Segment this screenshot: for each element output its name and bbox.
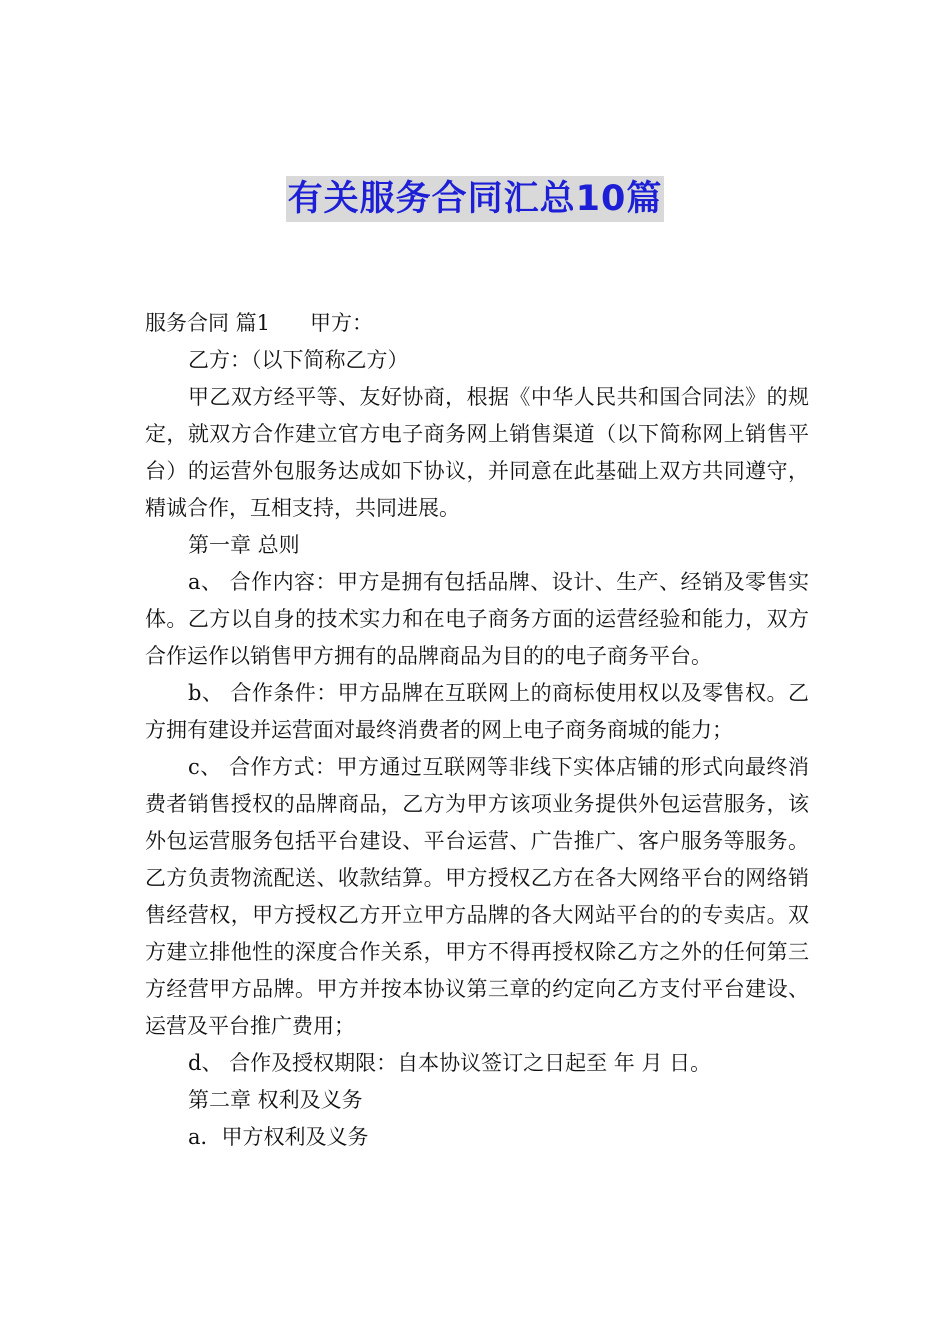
clause-d-term: d、 合作及授权期限：自本协议签订之日起至 年 月 日。 <box>188 1051 712 1075</box>
party-a-label: 甲方： <box>310 311 374 335</box>
heading-line <box>145 305 809 342</box>
clause-c-method: c、 合作方式：甲方通过互联网等非线下实体店铺的形式向最终消费者销售授权的品牌商品，乙方为甲方该项业务提供外包运营服务，该外包运营服务包括平台建设、平台运营、广告推广、客户服务等服务。乙方负责物流配送、收款结算。甲方授权乙方在各大网络平台的网络销售经营权，甲方授权乙方开立甲方品牌的各大网站平台的的专卖店。双方建立排他性的深度合作关系，甲方不得再授权除乙方之外的任何第三方经营甲方品牌。甲方并按本协议第三章的约定向乙方支付平台建设、运营及平台推广费用； <box>145 755 809 1038</box>
chapter-one-heading: 第一章 总则 <box>188 533 300 557</box>
clause-b-conditions: b、 合作条件：甲方品牌在互联网上的商标使用权以及零售权。乙方拥有建设并运营面对最终消费者的网上电子商务商城的能力； <box>145 681 809 742</box>
chapter-two-heading: 第二章 权利及义务 <box>188 1088 363 1112</box>
document-body <box>145 305 809 1156</box>
paragraph-party-b: 乙方：（以下简称乙方） <box>188 348 409 372</box>
sub-heading-party-a-rights: a．甲方权利及义务 <box>188 1125 369 1149</box>
paragraph-preamble: 甲乙双方经平等、友好协商，根据《中华人民共和国合同法》的规定，就双方合作建立官方电子商务网上销售渠道（以下简称网上销售平台）的运营外包服务达成如下协议，并同意在此基础上双方共同遵守，精诚合作，互相支持，共同进展。 <box>145 385 809 520</box>
document-title: 有关服务合同汇总10篇 <box>286 176 665 222</box>
section-heading: 服务合同 篇1 <box>145 311 271 335</box>
clause-a-content: a、 合作内容：甲方是拥有包括品牌、设计、生产、经销及零售实体。乙方以自身的技术实力和在电子商务方面的运营经验和能力，双方合作运作以销售甲方拥有的品牌商品为目的的电子商务平台。 <box>145 570 809 668</box>
title-container <box>0 176 950 222</box>
